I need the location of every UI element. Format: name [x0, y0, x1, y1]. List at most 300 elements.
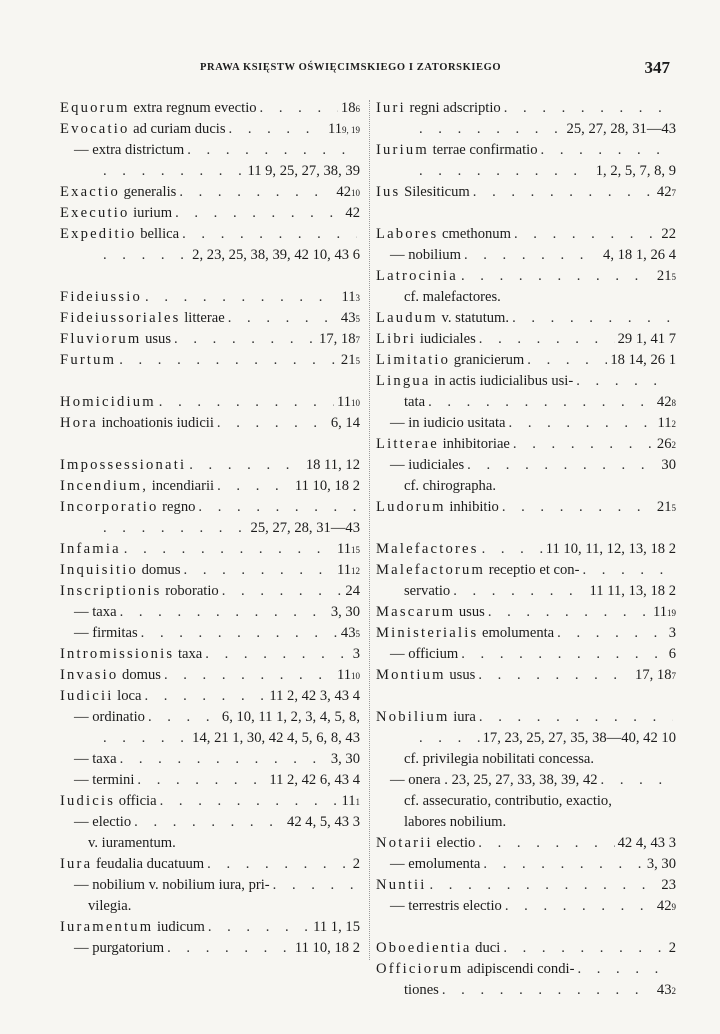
entry-reference: 42 4, 43 3 [617, 835, 676, 851]
entry-text: — ordinatio [74, 709, 145, 725]
dot-leader [124, 539, 334, 560]
entry-text: inchoationis iudicii [97, 415, 214, 431]
entry-reference: 18 14, 26 1 [610, 352, 676, 368]
dot-leader [217, 476, 292, 497]
dot-leader [222, 581, 343, 602]
dot-leader [601, 770, 673, 791]
column-divider [369, 100, 370, 960]
dot-leader [205, 644, 349, 665]
dot-leader [160, 791, 339, 812]
section-gap [60, 266, 360, 287]
dot-leader [557, 623, 666, 644]
entry-reference: 11 11, 13, 18 2 [589, 583, 676, 599]
entry-term: Litterae [376, 436, 439, 452]
entry-term: Fideiussoriales [60, 310, 181, 326]
index-entry [60, 602, 360, 623]
entry-text: — officium [390, 646, 459, 662]
entry-reference: 21 [340, 352, 356, 368]
entry-term: Furtum [60, 352, 117, 368]
dot-leader [145, 287, 338, 308]
entry-subscript: 6 [355, 104, 360, 114]
entry-reference: 3, 30 [646, 856, 676, 872]
entry-subscript: 10 [351, 671, 360, 681]
entry-reference: 17, 23, 25, 27, 35, 38—40, 42 10 [482, 730, 676, 746]
index-entry [60, 728, 360, 749]
entry-reference: 6, 10, 11 1, 2, 3, 4, 5, 8, [221, 709, 360, 725]
dot-leader [473, 182, 654, 203]
index-entry [376, 791, 676, 812]
index-entry [376, 182, 676, 203]
index-entry [60, 224, 360, 245]
index-entry [60, 854, 360, 875]
index-entry [376, 371, 676, 392]
entry-term: Incendium, [60, 478, 149, 494]
index-entry [60, 455, 360, 476]
entry-reference: 42 [656, 898, 672, 914]
dot-leader [582, 560, 673, 581]
index-entry [376, 896, 676, 917]
dot-leader [207, 854, 350, 875]
entry-term: Nuntii [376, 877, 427, 893]
section-gap [376, 518, 676, 539]
dot-leader [260, 98, 338, 119]
entry-term: Inquisitio [60, 562, 138, 578]
entry-term: Iura [60, 856, 93, 872]
index-entry [376, 749, 676, 770]
entry-term: Malefactorum [376, 562, 486, 578]
dot-leader [478, 833, 614, 854]
entry-term: Ministerialis [376, 625, 479, 641]
entry-text: iurium [129, 205, 173, 221]
index-entry [60, 707, 360, 728]
index-entry [376, 644, 676, 665]
entry-reference: 11 9, 25, 27, 38, 39 [247, 163, 360, 179]
dot-leader [137, 770, 266, 791]
dot-leader [182, 224, 357, 245]
entry-reference: 3 [352, 646, 360, 662]
entry-text: extra regnum evectio [129, 100, 257, 116]
index-entry [376, 602, 676, 623]
entry-subscript: 2 [671, 419, 676, 429]
entry-term: Inscriptionis [60, 583, 162, 599]
index-entry [60, 350, 360, 371]
section-gap [60, 371, 360, 392]
dot-leader [541, 140, 673, 161]
dot-leader [229, 119, 325, 140]
index-entry [376, 812, 676, 833]
entry-reference: 11 10, 18 2 [294, 478, 360, 494]
index-entry [376, 287, 676, 308]
dot-leader [509, 413, 655, 434]
dot-leader [479, 329, 615, 350]
index-entry [60, 833, 360, 854]
section-gap [60, 434, 360, 455]
entry-reference: 24 [345, 583, 360, 599]
entry-text: granicierum [450, 352, 525, 368]
entry-reference: 42 [656, 184, 672, 200]
entry-term: Oboedientia [376, 940, 472, 956]
index-entry [376, 875, 676, 896]
entry-text: taxa [174, 646, 203, 662]
entry-reference: 21 [656, 268, 672, 284]
dot-leader [167, 938, 292, 959]
entry-subscript: 15 [351, 545, 360, 555]
entry-reference: 11 [652, 604, 667, 620]
entry-subscript: 5 [355, 356, 360, 366]
dot-leader [442, 980, 654, 1001]
dot-leader [461, 644, 665, 665]
index-entry [60, 812, 360, 833]
index-entry [60, 623, 360, 644]
entry-text: adipiscendi condi- [463, 961, 575, 977]
dot-leader [120, 602, 328, 623]
entry-reference: 25, 27, 28, 31—43 [566, 121, 676, 137]
dot-leader [103, 161, 244, 182]
entry-text: cmethonum [438, 226, 511, 242]
entry-term: Mascarum [376, 604, 456, 620]
entry-reference: 26 [656, 436, 672, 452]
entry-text: terrae confirmatio [428, 142, 538, 158]
entry-text: — terrestris electio [390, 898, 502, 914]
dot-leader [483, 854, 643, 875]
entry-text: inhibitoriae [438, 436, 510, 452]
dot-leader [164, 665, 334, 686]
entry-term: Iudicis [60, 793, 116, 809]
entry-reference: 14, 21 1, 30, 42 4, 5, 6, 8, 43 [192, 730, 360, 746]
entry-text: litterae [180, 310, 225, 326]
dot-leader [273, 875, 357, 896]
entry-subscript: 19 [667, 608, 676, 618]
entry-text: usus [141, 331, 172, 347]
entry-text: — termini [74, 772, 135, 788]
dot-leader [488, 602, 650, 623]
dot-leader [513, 434, 654, 455]
entry-text: labores nobilium. [404, 814, 507, 830]
index-entry [60, 98, 360, 119]
dot-leader [119, 350, 338, 371]
entry-reference: 1, 2, 5, 7, 8, 9 [595, 163, 676, 179]
entry-term: Executio [60, 205, 130, 221]
entry-term: Montium [376, 667, 446, 683]
entry-reference: 11 [336, 541, 351, 557]
entry-text: — onera . 23, 25, 27, 33, 38, 39, 42 [390, 772, 598, 788]
entry-term: Laudum [376, 310, 438, 326]
entry-term: Exactio [60, 184, 120, 200]
entry-text: — taxa [74, 604, 117, 620]
entry-text: officia [115, 793, 157, 809]
index-entry [60, 329, 360, 350]
entry-subscript: 12 [351, 566, 360, 576]
entry-text: — nobilium v. nobilium iura, pri- [74, 877, 270, 893]
entry-reference: 21 [656, 499, 672, 515]
entry-text: — extra districtum [74, 142, 185, 158]
entry-text: iudicum [153, 919, 205, 935]
index-entry [376, 581, 676, 602]
entry-text: — in iudicio usitata [390, 415, 506, 431]
entry-reference: 23 [661, 877, 676, 893]
dot-leader [198, 497, 357, 518]
dot-leader [512, 308, 673, 329]
index-entry [60, 644, 360, 665]
entry-subscript: 2 [671, 986, 676, 996]
entry-text: — electio [74, 814, 132, 830]
entry-reference: 11 [341, 289, 356, 305]
entry-text: cf. malefactores. [404, 289, 501, 305]
entry-term: Invasio [60, 667, 119, 683]
entry-reference: 29 1, 41 7 [617, 331, 676, 347]
entry-text: usus [445, 667, 476, 683]
dot-leader [228, 308, 338, 329]
entry-text: — iudiciales [390, 457, 465, 473]
entry-term: Officiorum [376, 961, 464, 977]
index-entry [376, 707, 676, 728]
dot-leader [479, 707, 673, 728]
index-entry [376, 728, 676, 749]
entry-reference: 11 [336, 394, 351, 410]
entry-reference: 11 1, 15 [313, 919, 360, 935]
entry-subscript: 7 [671, 671, 676, 681]
entry-text: electio [432, 835, 476, 851]
dot-leader [461, 266, 654, 287]
entry-reference: 42 [336, 184, 351, 200]
entry-subscript: 7 [671, 188, 676, 198]
entry-reference: 6, 14 [330, 415, 360, 431]
entry-term: Lingua [376, 373, 431, 389]
entry-text: regno [158, 499, 196, 515]
entry-reference: 11 10, 18 2 [294, 940, 360, 956]
entry-text: feudalia ducatuum [92, 856, 205, 872]
index-entry [376, 119, 676, 140]
entry-text: cf. assecuratio, contributio, exactio, [404, 793, 612, 809]
index-entry [60, 581, 360, 602]
dot-leader [464, 245, 600, 266]
dot-leader [527, 350, 607, 371]
dot-leader [504, 98, 673, 119]
index-entry [376, 308, 676, 329]
entry-text: — emolumenta [390, 856, 481, 872]
dot-leader [134, 812, 284, 833]
index-entry [376, 413, 676, 434]
index-entry [60, 203, 360, 224]
entry-term: Libri [376, 331, 417, 347]
entry-text: tiones [404, 982, 439, 998]
entry-term: Intromissionis [60, 646, 175, 662]
entry-subscript: 1 [355, 797, 360, 807]
index-entry [376, 434, 676, 455]
entry-text: duci [471, 940, 501, 956]
dot-leader [453, 581, 586, 602]
dot-leader [478, 665, 632, 686]
entry-text: — nobilium [390, 247, 461, 263]
entry-text: usus [455, 604, 485, 620]
entry-text: cf. chirographa. [404, 478, 496, 494]
entry-reference: 17, 18 [319, 331, 356, 347]
entry-reference: 43 [656, 982, 672, 998]
index-entry [60, 875, 360, 896]
entry-subscript: 5 [355, 629, 360, 639]
index-entry [60, 392, 360, 413]
entry-text: regni adscriptio [405, 100, 501, 116]
entry-term: Hora [60, 415, 98, 431]
dot-leader [217, 413, 328, 434]
index-entry [60, 665, 360, 686]
dot-leader [430, 875, 659, 896]
entry-reference: 11 [327, 121, 342, 137]
entry-term: Nobilium [376, 709, 450, 725]
index-entry [376, 161, 676, 182]
index-entry [376, 266, 676, 287]
index-entry [60, 119, 360, 140]
index-entry [60, 770, 360, 791]
entry-subscript: 9, 19 [342, 125, 360, 135]
entry-reference: 3 [668, 625, 676, 641]
dot-leader [514, 224, 658, 245]
entry-reference: 11 2, 42 3, 43 4 [269, 688, 360, 704]
dot-leader [419, 161, 593, 182]
entry-reference: 11 [336, 667, 351, 683]
entry-text: in actis iudicialibus usi- [430, 373, 574, 389]
entry-reference: 11 2, 42 6, 43 4 [269, 772, 360, 788]
index-entry [60, 161, 360, 182]
entry-term: Incorporatio [60, 499, 159, 515]
dot-leader [148, 707, 219, 728]
index-entry [60, 308, 360, 329]
entry-subscript: 7 [355, 335, 360, 345]
entry-term: Iuramentum [60, 919, 154, 935]
dot-leader [419, 728, 480, 749]
entry-reference: 3, 30 [330, 751, 360, 767]
index-entry [376, 224, 676, 245]
index-entry [376, 980, 676, 1001]
entry-reference: 2, 23, 25, 38, 39, 42 10, 43 6 [192, 247, 360, 263]
dot-leader [187, 140, 357, 161]
entry-text: iudiciales [416, 331, 476, 347]
entry-term: Iuri [376, 100, 406, 116]
entry-text: — taxa [74, 751, 117, 767]
entry-reference: 42 4, 5, 43 3 [287, 814, 360, 830]
index-entry [376, 392, 676, 413]
entry-subscript: 5 [671, 503, 676, 513]
index-entry [60, 476, 360, 497]
section-gap [376, 917, 676, 938]
index-entry [376, 140, 676, 161]
entry-text: bellica [136, 226, 180, 242]
dot-leader [103, 728, 189, 749]
dot-leader [103, 518, 248, 539]
entry-text: inhibitio [445, 499, 499, 515]
entry-text: v. iuramentum. [88, 835, 176, 851]
entry-term: Malefactores [376, 541, 479, 557]
index-entry [376, 539, 676, 560]
index-entry [376, 623, 676, 644]
index-entry [60, 749, 360, 770]
entry-reference: 3, 30 [330, 604, 360, 620]
running-title: PRAWA KSIĘSTW OŚWIĘCIMSKIEGO I ZATORSKIEGO [200, 62, 502, 73]
entry-text: receptio et con- [485, 562, 580, 578]
index-entry [60, 518, 360, 539]
entry-term: Iurium [376, 142, 429, 158]
index-entry [376, 476, 676, 497]
entry-text: cf. privilegia nobilitati concessa. [404, 751, 595, 767]
index-entry [376, 497, 676, 518]
section-gap [376, 203, 676, 224]
entry-text: vilegia. [88, 898, 132, 914]
entry-subscript: 2 [671, 440, 676, 450]
index-entry [376, 770, 676, 791]
index-column-left [60, 98, 360, 959]
entry-reference: 42 [656, 394, 672, 410]
entry-reference: 11 [657, 415, 672, 431]
index-entry [376, 98, 676, 119]
index-entry [60, 539, 360, 560]
section-gap [376, 686, 676, 707]
entry-reference: 43 [340, 310, 356, 326]
entry-subscript: 3 [355, 293, 360, 303]
index-entry [376, 833, 676, 854]
entry-reference: 42 [345, 205, 360, 221]
entry-text: generalis [119, 184, 177, 200]
dot-leader [576, 371, 673, 392]
entry-subscript: 10 [351, 188, 360, 198]
entry-subscript: 9 [671, 902, 676, 912]
index-entry [376, 665, 676, 686]
entry-term: Latrocinia [376, 268, 458, 284]
entry-term: Equorum [60, 100, 130, 116]
dot-leader [467, 455, 658, 476]
entry-text: incendiarii [148, 478, 215, 494]
dot-leader [419, 119, 564, 140]
entry-reference: 2 [352, 856, 360, 872]
index-entry [376, 938, 676, 959]
entry-reference: 25, 27, 28, 31—43 [250, 520, 360, 536]
dot-leader [208, 917, 310, 938]
entry-text: emolumenta [478, 625, 555, 641]
entry-reference: 30 [661, 457, 676, 473]
entry-term: Fluviorum [60, 331, 142, 347]
entry-term: Ludorum [376, 499, 446, 515]
dot-leader [482, 539, 543, 560]
index-entry [60, 140, 360, 161]
entry-term: Impossessionati [60, 457, 187, 473]
dot-leader [502, 497, 654, 518]
dot-leader [144, 686, 266, 707]
dot-leader [103, 245, 189, 266]
index-entry [376, 560, 676, 581]
dot-leader [120, 749, 328, 770]
index-entry [376, 959, 676, 980]
dot-leader [428, 392, 654, 413]
index-entry [60, 413, 360, 434]
entry-text: roboratio [161, 583, 219, 599]
index-entry [60, 791, 360, 812]
index-entry [60, 917, 360, 938]
index-entry [376, 854, 676, 875]
entry-reference: 11 [341, 793, 356, 809]
index-entry [60, 938, 360, 959]
entry-term: Limitatio [376, 352, 451, 368]
entry-subscript: 5 [355, 314, 360, 324]
dot-leader [189, 455, 303, 476]
entry-text: iura [449, 709, 476, 725]
dot-leader [141, 623, 338, 644]
dot-leader [179, 182, 333, 203]
entry-reference: 43 [340, 625, 356, 641]
entry-reference: 22 [661, 226, 676, 242]
index-entry [60, 560, 360, 581]
entry-text: loca [113, 688, 142, 704]
dot-leader [505, 896, 654, 917]
entry-text: domus [118, 667, 161, 683]
